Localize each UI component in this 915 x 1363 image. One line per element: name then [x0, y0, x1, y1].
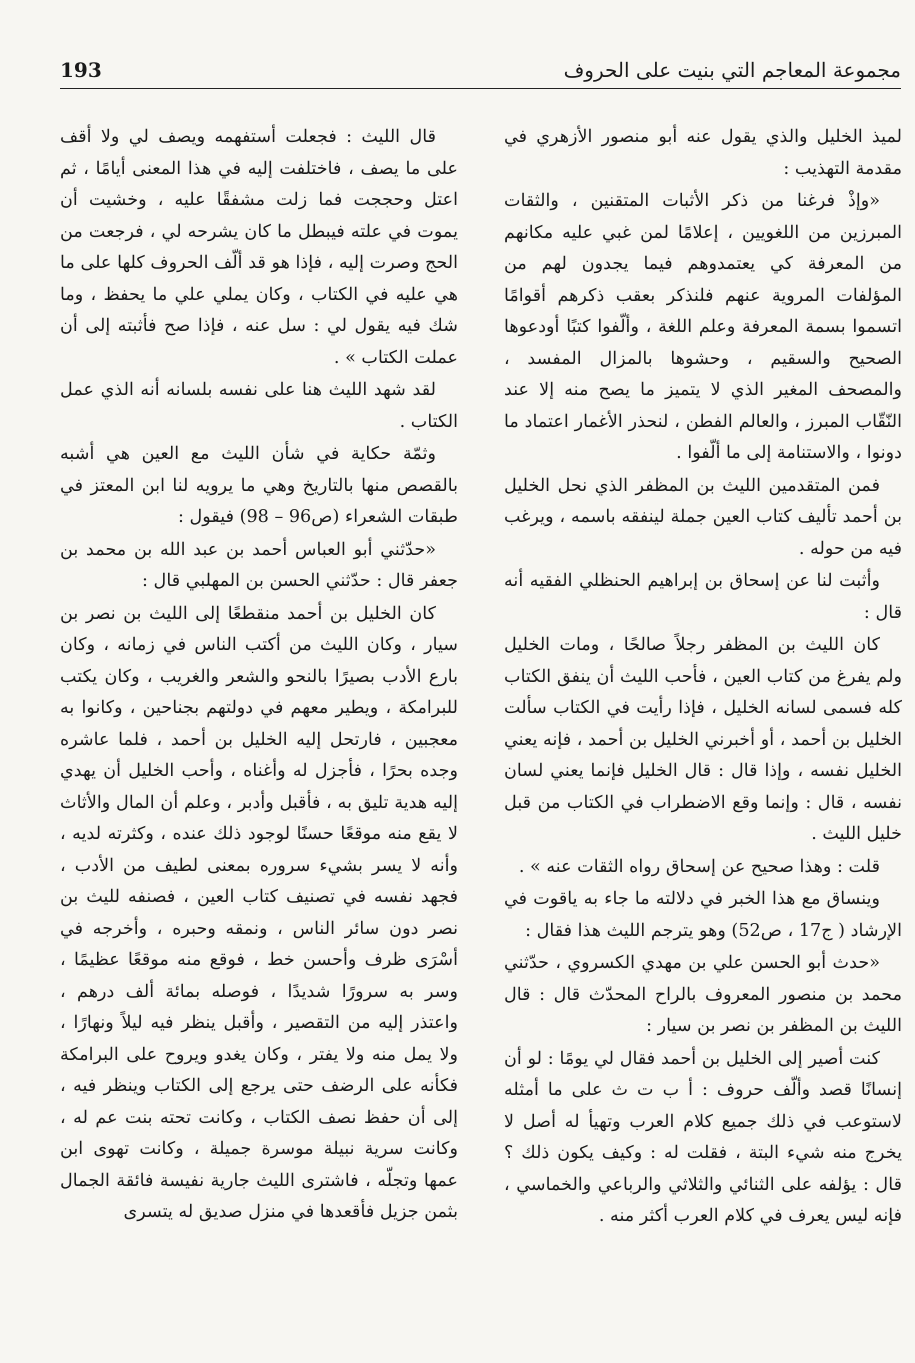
paragraph: «حدث أبو الحسن علي بن مهدي الكسروي ، حدّثني محمد بن منصور المعروف بالراح المحدّث قال : قال الليث بن المظفر بن نصر بن سيار : [504, 953, 902, 1036]
running-title: مجموعة المعاجم التي بنيت على الحروف [563, 58, 901, 82]
paragraph: وأثبت لنا عن إسحاق بن إبراهيم الحنظلي الفقيه أنه قال : [504, 571, 902, 623]
paragraph: «وإذْ فرغنا من ذكر الأثبات المتقنين ، والثقات المبرزين من اللغويين ، إعلامًا لمن غبي عليه مكانهم من المعرفة كي يعتمدوهم فيما يجدون لهم من المؤلفات المروية عنهم فلنذكر بعقب ذكرهم أقوامًا اتسموا بسمة المعرفة وعلم اللغة ، وألّفوا كتبًا أودعوها الصحيح والسقيم ، وحشوها بالمزال المفسد ، والمصحف المغير الذي لا يتميز ما يصح منه إلا عند النّقّاب المبرز ، والعالم الفطن ، لنحذر الأغمار اعتماد ما دونوا ، والاستنامة إلى ما ألّفوا . [504, 191, 902, 463]
paragraph: قال الليث : فجعلت أستفهمه ويصف لي ولا أقف على ما يصف ، فاختلفت إليه في هذا المعنى أيامًا ، ثم اعتل وحججت فما زلت مشفقًا عليه ، وخشيت أن يموت في علته فيبطل ما كان يشرحه لي ، فرجعت من الحج وصرت إليه ، فإذا هو قد ألّف الحروف كلها على ما هي عليه في الكتاب ، وكان يملي علي ما يحفظ ، وما شك فيه يقول لي : سل عنه ، فإذا صح فأثبته إلى أن عملت الكتاب » . [60, 127, 458, 368]
right-column [504, 122, 902, 1352]
page-number: 193 [60, 58, 102, 82]
paragraph: وثمّة حكاية في شأن الليث مع العين هي أشبه بالقصص منها بالتاريخ وهي ما يرويه لنا ابن المعتز في طبقات الشعراء (ص96 – 98) فيقول : [60, 444, 458, 527]
page-header [60, 52, 901, 89]
paragraph: لقد شهد الليث هنا على نفسه بلسانه أنه الذي عمل الكتاب . [60, 380, 458, 432]
paragraph: كنت أصير إلى الخليل بن أحمد فقال لي يومًا : لو أن إنسانًا قصد وألّف حروف : أ ب ت ث على ما أمثله لاستوعب في ذلك جميع كلام العرب وتهيأ له أصل لا يخرج منه شيء البتة ، فقلت له : وكيف يكون ذلك ؟ قال : يؤلفه على الثنائي والثلاثي والرباعي والخماسي ، فإنه ليس يعرف في كلام العرب أكثر منه . [504, 1048, 902, 1226]
paragraph: فمن المتقدمين الليث بن المظفر الذي نحل الخليل بن أحمد تأليف كتاب العين جملة لينفقه باسمه ، ويرغب فيه من حوله . [504, 475, 902, 559]
paragraph: «حدّثني أبو العباس أحمد بن عبد الله بن محمد بن جعفر قال : حدّثني الحسن بن المهلبي قال : [60, 539, 458, 591]
paragraph: كان الليث بن المظفر رجلاً صالحًا ، ومات الخليل ولم يفرغ من كتاب العين ، فأحب الليث أن ينفق الكتاب كله فسمى لسانه الخليل ، فإذا رأيت في الكتاب سألت الخليل بن أحمد ، أو أخبرني الخليل بن أحمد ، فإنه يعني الخليل نفسه ، وإذا قال : قال الخليل فإنما يعني لسان نفسه ، قال : وإنما وقع الاضطراب في الكتاب من قبل خليل الليث . [504, 635, 902, 844]
paragraph: قلت : وهذا صحيح عن إسحاق رواه الثقات عنه » . [518, 856, 880, 877]
left-column [60, 122, 458, 1352]
paragraph: وينساق مع هذا الخبر في دلالته ما جاء به ياقوت في الإرشاد ( ج17 ، ص52) وهو يترجم الليث هذا فقال : [504, 889, 902, 941]
paragraph: كان الخليل بن أحمد منقطعًا إلى الليث بن نصر بن سيار ، وكان الليث من أكتب الناس في زمانه ، وكان بارع الأدب بصيرًا بالنحو والشعر والغريب ، وكان يكتب للبرامكة ، ويطير معهم في دولتهم بجناحين ، وكانوا به معجبين ، فارتحل إليه الخليل بن أحمد ، فلما عاشره وجده بحرًا ، فأجزل له وأغناه ، وأحب الخليل أن يهدي إليه هدية تليق به ، فأقبل وأدبر ، وعلم أن المال والأثاث لا يقع منه موقعًا حسنًا لوجود ذلك عنده ، وكثرته لديه ، وأنه لا يسر بشيء سروره بمعنى لطيف من الأدب ، فجهد نفسه في تصنيف كتاب العين ، فصنفه لليث بن نصر دون سائر الناس ، ونمقه وحبره ، وأخرجه في أسْرَى ظرف وأحسن خط ، فوقع منه موقعًا عظيمًا ، وسر به سرورًا شديدًا ، فوصله بمائة ألف درهم ، واعتذر إليه من التقصير ، وأقبل ينظر فيه ليلاً ونهارًا ، ولا يمل منه ولا يفتر ، وكان يغدو ويروح على البرامكة فكأنه على الرضف حتى يرجع إلى الكتاب وينظر فيه ، إلى أن حفظ نصف الكتاب ، وكانت تحته بنت عم له ، وكانت سرية نبيلة موسرة جميلة ، وكانت تهوى ابن عمها وتجلّه ، فاشترى الليث جارية نفيسة فائقة الجمال بثمن جزيل فأقعدها في منزل صديق له يتسرى [60, 603, 458, 1222]
paragraph: لميذ الخليل والذي يقول عنه أبو منصور الأزهري في مقدمة التهذيب : [504, 127, 902, 179]
